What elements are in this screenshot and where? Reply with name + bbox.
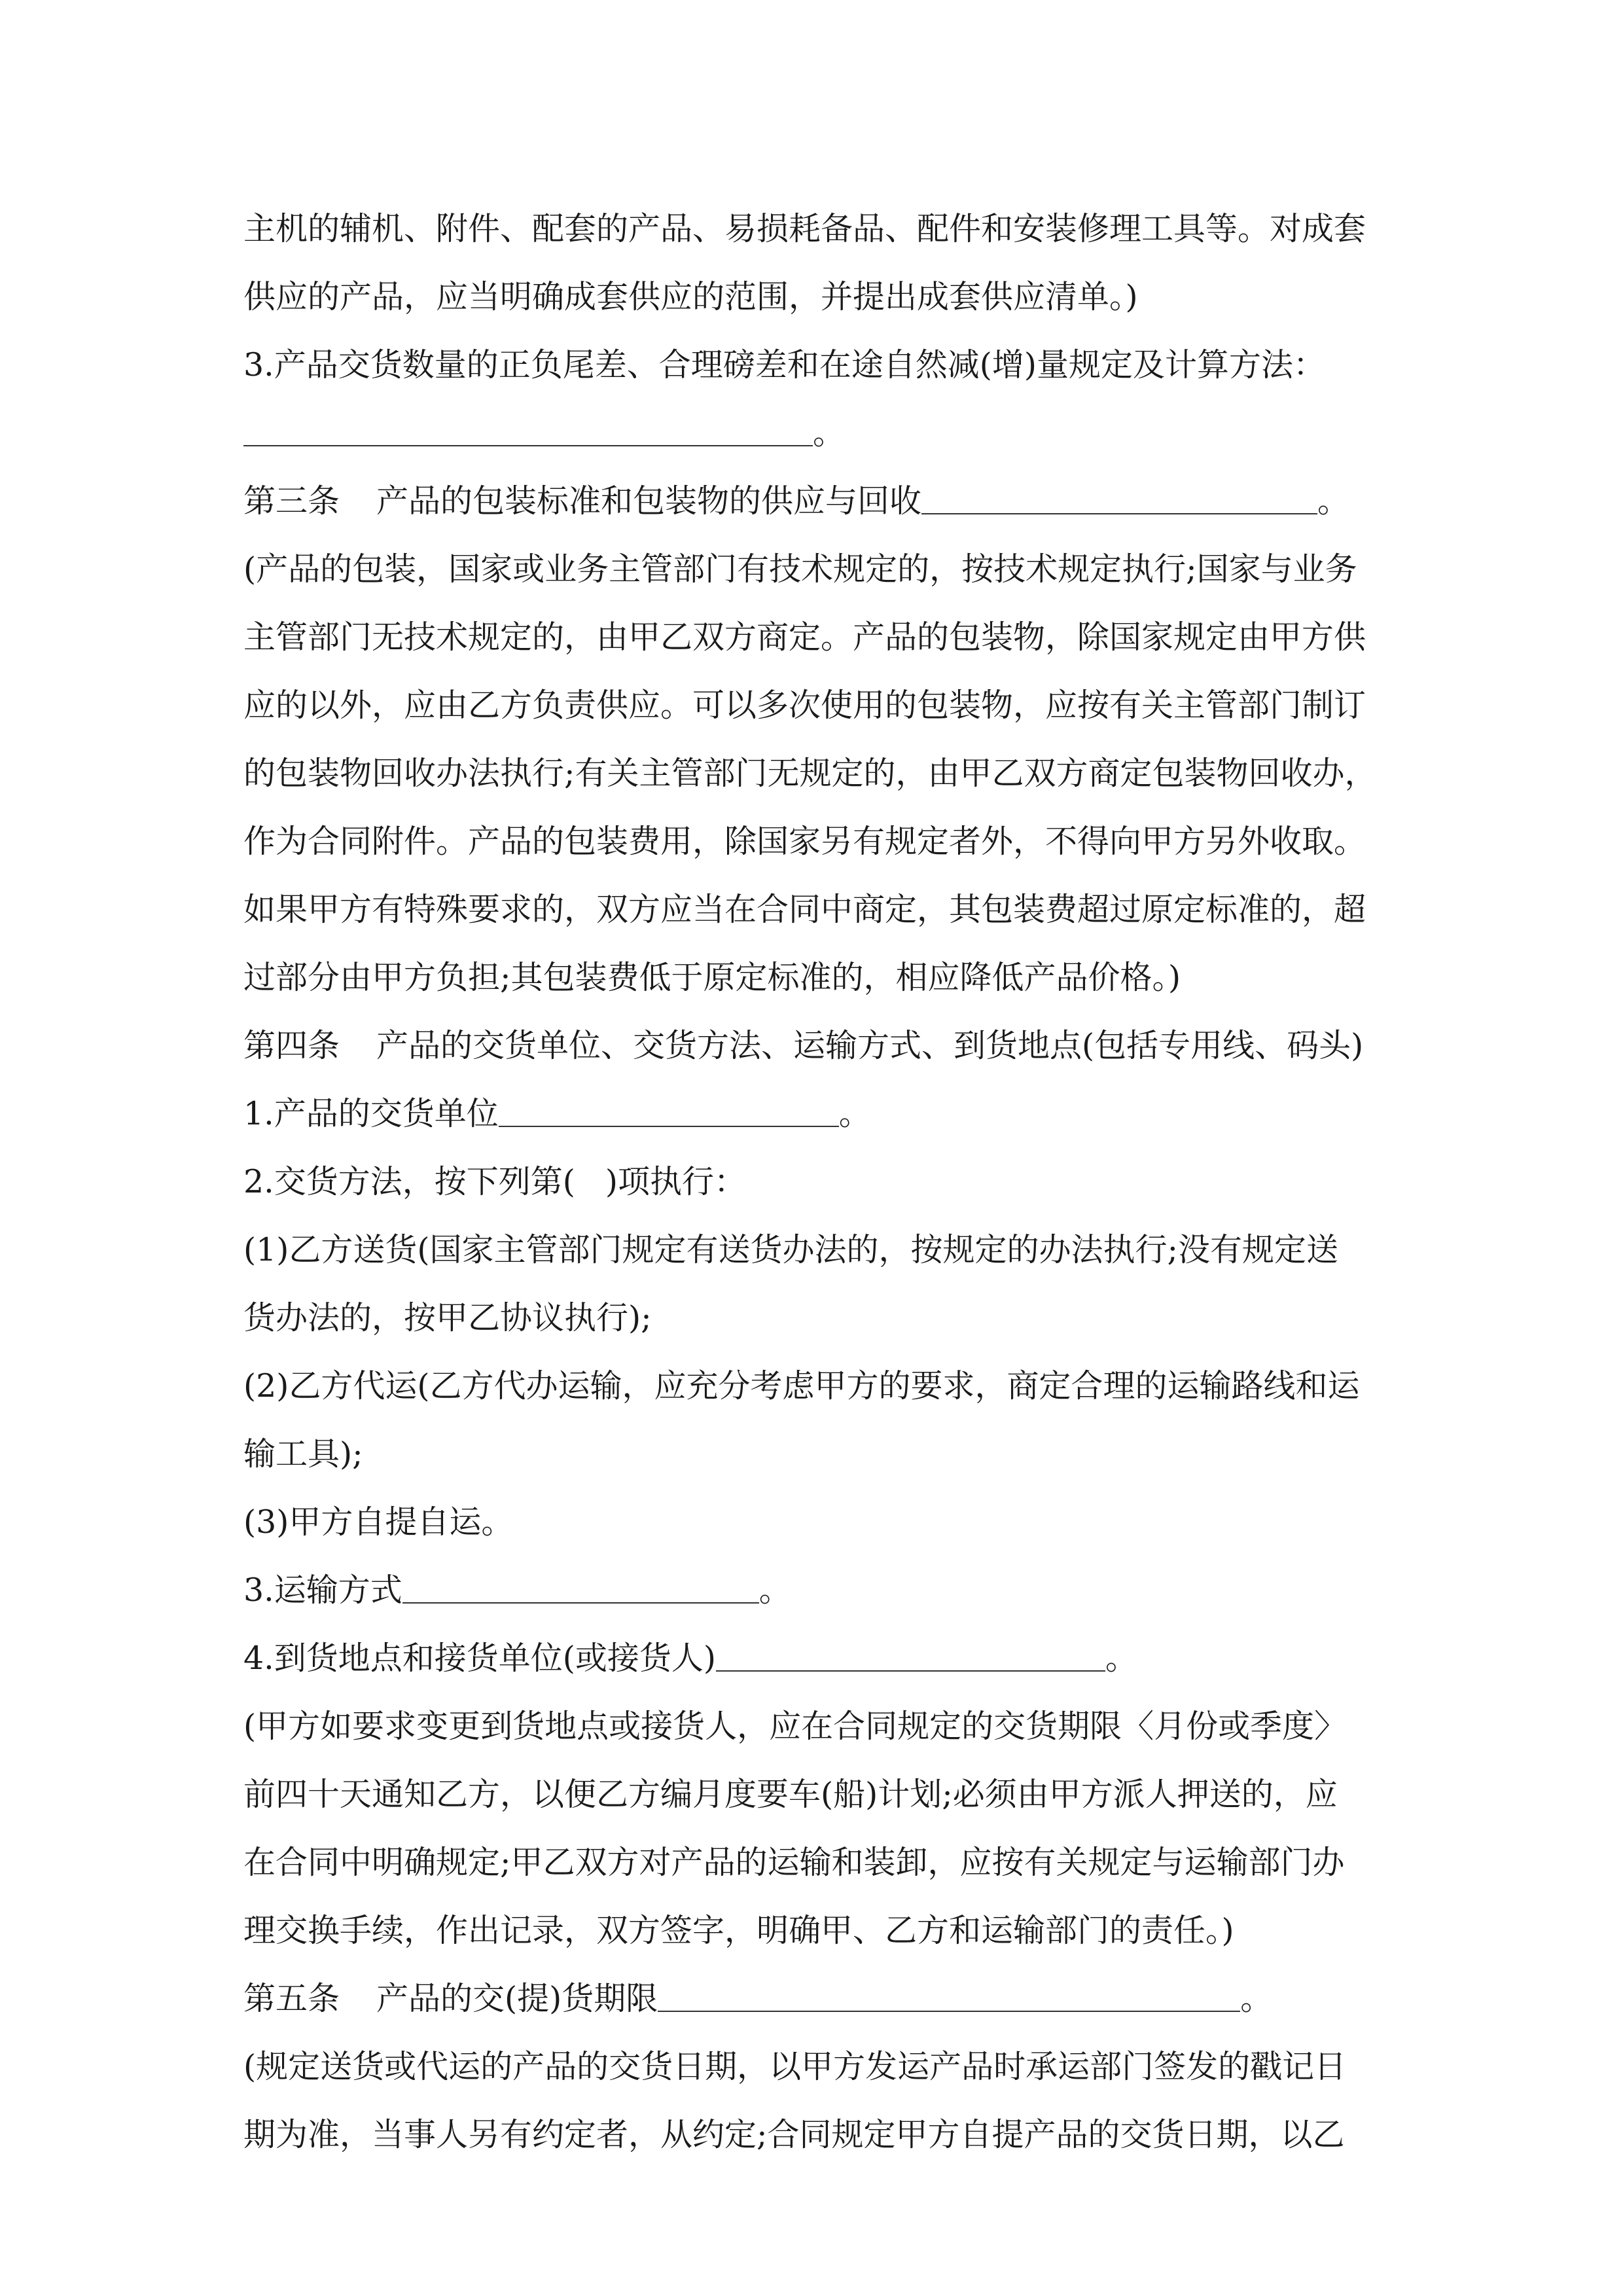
text-line: (2)乙方代运(乙方代办运输，应充分考虑甲方的要求，商定合理的运输路线和运 bbox=[243, 1367, 1360, 1405]
text-line: 供应的产品，应当明确成套供应的范围，并提出成套供应清单。) bbox=[243, 278, 1138, 315]
text-line: (产品的包装，国家或业务主管部门有技术规定的，按技术规定执行;国家与业务 bbox=[243, 550, 1357, 588]
line-text: 1.产品的交货单位 bbox=[243, 1095, 499, 1132]
text-line: 主管部门无技术规定的，由甲乙双方商定。产品的包装物，除国家规定由甲方供 bbox=[243, 619, 1366, 656]
article-4-heading bbox=[243, 1012, 1395, 1080]
article-title: 产品的交货单位、交货方法、运输方式、到货地点(包括专用线、码头) bbox=[376, 1027, 1364, 1064]
text-line: 的包装物回收办法执行;有关主管部门无规定的，由甲乙双方商定包装物回收办， bbox=[243, 755, 1377, 792]
fill-in-line bbox=[243, 399, 1395, 467]
line-suffix: 。 bbox=[813, 414, 846, 452]
destination-line bbox=[243, 1624, 1395, 1693]
line-text: 2.交货方法，按下列第( bbox=[243, 1163, 575, 1200]
article-title: 产品的包装标准和包装物的供应与回收 bbox=[376, 482, 922, 520]
line-suffix: 。 bbox=[838, 1095, 871, 1132]
text-line: 应的以外，应由乙方负责供应。可以多次使用的包装物，应按有关主管部门制订 bbox=[243, 687, 1366, 724]
line-text: 4.到货地点和接货单位(或接货人) bbox=[243, 1640, 716, 1677]
article-title: 产品的交(提)货期限 bbox=[376, 1980, 658, 2017]
text-line: 理交换手续，作出记录，双方签字，明确甲、乙方和运输部门的责任。) bbox=[243, 1912, 1234, 1949]
text-line: 主机的辅机、附件、配套的产品、易损耗备品、配件和安装修理工具等。对成套 bbox=[243, 210, 1366, 247]
text-line: 货办法的，按甲乙协议执行); bbox=[243, 1299, 652, 1336]
text-line: (规定送货或代运的产品的交货日期，以甲方发运产品时承运部门签发的戳记日 bbox=[243, 2048, 1347, 2085]
text-line: 过部分由甲方负担;其包装费低于原定标准的，相应降低产品价格。) bbox=[243, 959, 1181, 996]
article-label: 第三条 bbox=[243, 482, 340, 520]
line-suffix: 。 bbox=[1240, 1980, 1273, 2017]
text-line: 在合同中明确规定;甲乙双方对产品的运输和装卸，应按有关规定与运输部门办 bbox=[243, 1844, 1345, 1881]
transport-mode-line bbox=[243, 1556, 1395, 1624]
text-line: (甲方如要求变更到货地点或接货人，应在合同规定的交货期限〈月份或季度〉 bbox=[243, 1708, 1347, 1745]
text-line: 前四十天通知乙方，以便乙方编月度要车(船)计划;必须由甲方派人押送的，应 bbox=[243, 1776, 1338, 1813]
delivery-unit-line bbox=[243, 1080, 1395, 1148]
delivery-method-line bbox=[243, 1148, 1395, 1216]
fill-blank[interactable] bbox=[921, 475, 1317, 514]
article-5-heading bbox=[243, 1965, 1395, 2033]
fill-blank[interactable] bbox=[658, 1973, 1240, 2012]
text-line: (3)甲方自提自运。 bbox=[243, 1503, 514, 1541]
text-line: 期为准，当事人另有约定者，从约定;合同规定甲方自提产品的交货日期，以乙 bbox=[243, 2116, 1345, 2153]
fill-blank[interactable] bbox=[402, 1564, 759, 1604]
article-label: 第四条 bbox=[243, 1027, 340, 1064]
line-text: )项执行： bbox=[605, 1163, 746, 1200]
text-line: (1)乙方送货(国家主管部门规定有送货办法的，按规定的办法执行;没有规定送 bbox=[243, 1231, 1339, 1268]
line-suffix: 。 bbox=[1317, 482, 1350, 520]
contract-page bbox=[243, 195, 1395, 2169]
article-3-heading bbox=[243, 467, 1395, 535]
text-line: 作为合同附件。产品的包装费用，除国家另有规定者外，不得向甲方另外收取。 bbox=[243, 823, 1366, 860]
fill-blank[interactable] bbox=[716, 1632, 1105, 1672]
text-line: 输工具); bbox=[243, 1435, 363, 1473]
text-line: 3.产品交货数量的正负尾差、合理磅差和在途自然减(增)量规定及计算方法： bbox=[243, 346, 1325, 384]
line-text: 3.运输方式 bbox=[243, 1571, 402, 1609]
line-suffix: 。 bbox=[758, 1571, 791, 1609]
line-suffix: 。 bbox=[1105, 1640, 1138, 1677]
fill-blank[interactable] bbox=[499, 1088, 839, 1127]
text-line: 如果甲方有特殊要求的，双方应当在合同中商定，其包装费超过原定标准的，超 bbox=[243, 891, 1366, 928]
fill-blank[interactable] bbox=[243, 407, 813, 446]
article-label: 第五条 bbox=[243, 1980, 340, 2017]
